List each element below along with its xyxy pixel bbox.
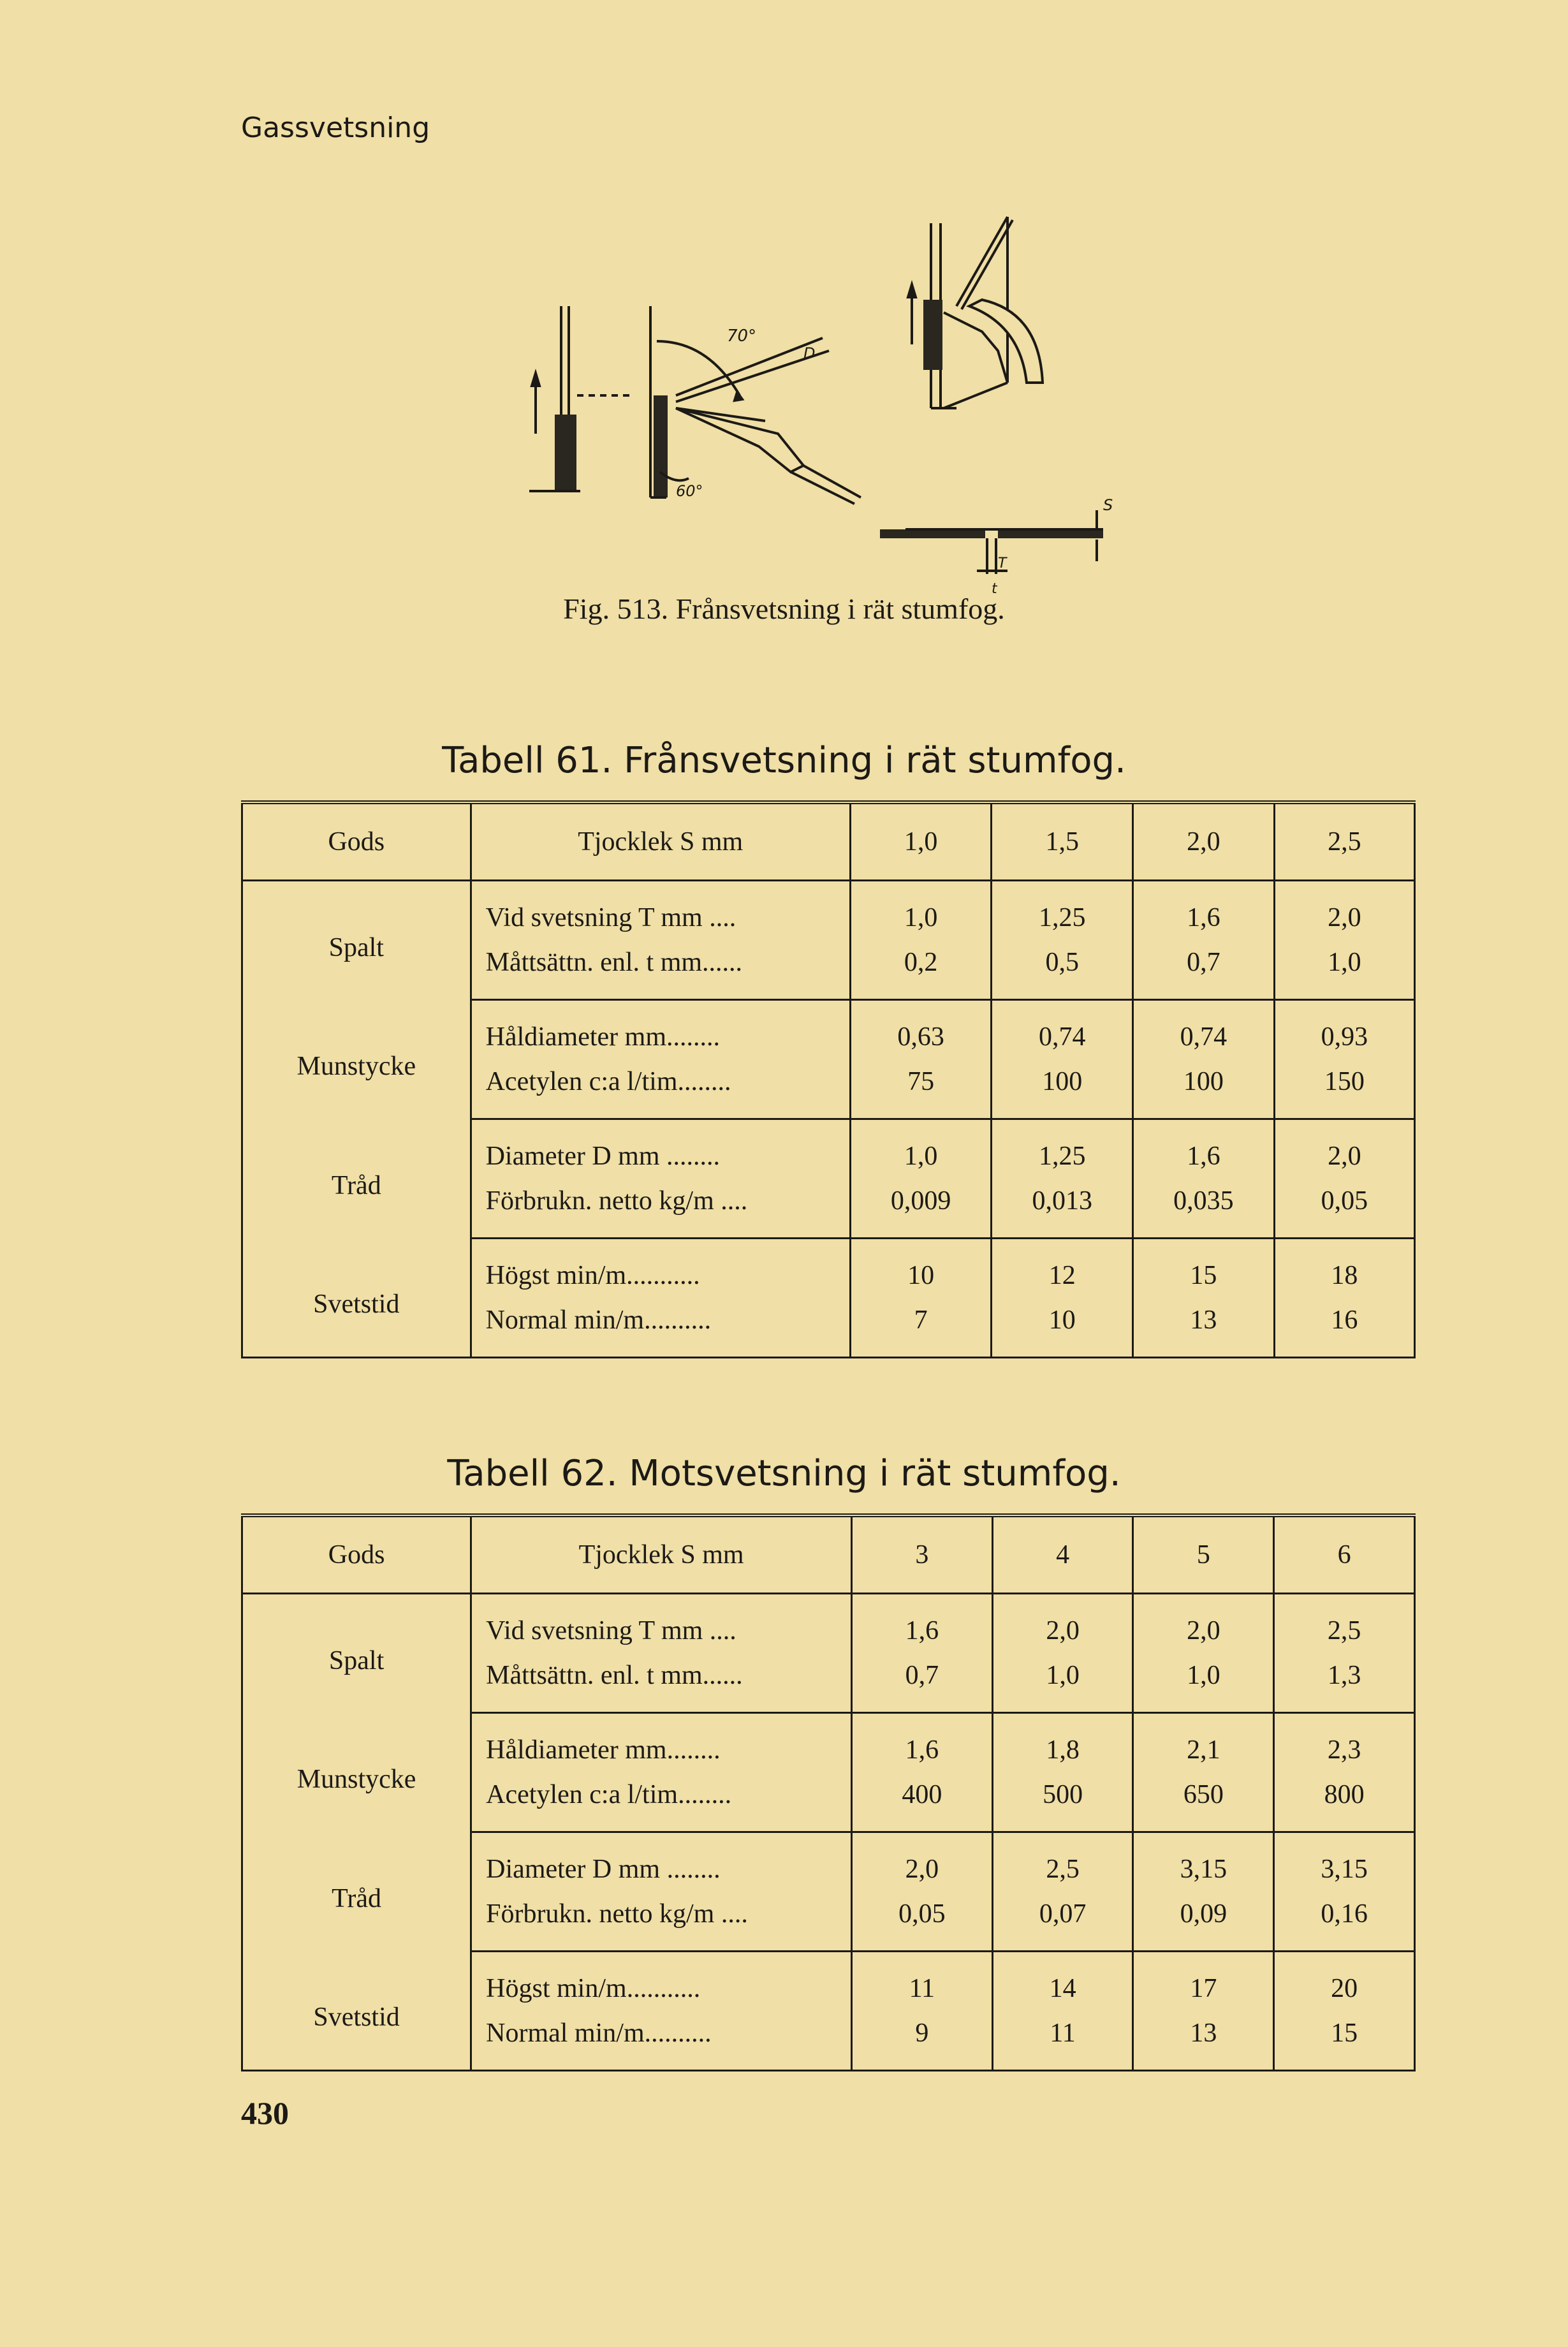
cell: 0,7: [1133, 940, 1275, 1000]
angle-60-label: 60°: [676, 482, 703, 500]
tjocklek-header: Tjocklek S mm: [471, 1515, 852, 1594]
cell: 500: [992, 1772, 1133, 1832]
cell: 7: [850, 1298, 992, 1358]
row-label: Måttsättn. enl. t mm......: [471, 1653, 852, 1713]
cell: 1,0: [992, 1653, 1133, 1713]
cell: 18: [1274, 1239, 1414, 1299]
group-label: Spalt: [242, 881, 471, 1000]
group-label: Munstycke: [242, 1713, 471, 1832]
row-label: Håldiameter mm........: [471, 1713, 852, 1773]
cell: 10: [850, 1239, 992, 1299]
cell: 15: [1274, 2011, 1415, 2071]
tjocklek-header: Tjocklek S mm: [471, 802, 850, 881]
cell: 2,0: [1274, 1119, 1414, 1179]
table-row: [242, 881, 1415, 941]
table-row: [242, 1832, 1415, 1892]
cell: 2,0: [992, 1594, 1133, 1654]
cell: 800: [1274, 1772, 1415, 1832]
col-header: 2,0: [1133, 802, 1275, 881]
group-label: Svetstid: [242, 1952, 471, 2071]
table-row: [242, 1000, 1415, 1060]
cell: 14: [992, 1952, 1133, 2012]
group-label: Munstycke: [242, 1000, 471, 1119]
cell: 0,16: [1274, 1892, 1415, 1952]
col-header: 4: [992, 1515, 1133, 1594]
table61: [241, 800, 1416, 1358]
cell: 20: [1274, 1952, 1415, 2012]
figure-caption: Fig. 513. Frånsvetsning i rät stumfog.: [563, 592, 1005, 625]
table-row: [242, 1952, 1415, 2012]
row-label: Diameter D mm ........: [471, 1832, 852, 1892]
row-label: Högst min/m...........: [471, 1239, 850, 1299]
cell: 1,0: [850, 1119, 992, 1179]
cell: 0,035: [1133, 1179, 1275, 1239]
cell: 15: [1133, 1239, 1275, 1299]
row-label: Normal min/m..........: [471, 2011, 852, 2071]
row-label: Normal min/m..........: [471, 1298, 850, 1358]
table-row: [242, 1239, 1415, 1299]
group-label: Svetstid: [242, 1239, 471, 1358]
cell: 1,8: [992, 1713, 1133, 1773]
t-lower-label: t: [992, 581, 997, 597]
row-label: Vid svetsning T mm ....: [471, 1594, 852, 1654]
cell: 0,05: [1274, 1179, 1414, 1239]
col-header: 2,5: [1274, 802, 1414, 881]
group-label: Spalt: [242, 1594, 471, 1713]
table62-title: Tabell 62. Motsvetsning i rät stumfog.: [447, 1453, 1121, 1494]
cell: 1,6: [1133, 881, 1275, 941]
cell: 0,93: [1274, 1000, 1414, 1060]
table-row: [242, 1594, 1415, 1654]
cell: 1,25: [992, 881, 1133, 941]
cell: 3,15: [1133, 1832, 1274, 1892]
table62: [241, 1513, 1416, 2071]
row-label: Acetylen c:a l/tim........: [471, 1059, 850, 1119]
cell: 10: [992, 1298, 1133, 1358]
cell: 2,0: [1274, 881, 1414, 941]
cell: 0,7: [851, 1653, 992, 1713]
cell: 9: [851, 2011, 992, 2071]
group-label: Tråd: [242, 1832, 471, 1952]
cell: 150: [1274, 1059, 1414, 1119]
cell: 0,74: [992, 1000, 1133, 1060]
row-label: Förbrukn. netto kg/m ....: [471, 1179, 850, 1239]
cell: 13: [1133, 2011, 1274, 2071]
table61-title: Tabell 61. Frånsvetsning i rät stumfog.: [442, 740, 1126, 781]
cell: 11: [851, 1952, 992, 2012]
cell: 1,25: [992, 1119, 1133, 1179]
cell: 2,0: [1133, 1594, 1274, 1654]
group-label: Tråd: [242, 1119, 471, 1239]
cell: 12: [992, 1239, 1133, 1299]
row-label: Håldiameter mm........: [471, 1000, 850, 1060]
cell: 13: [1133, 1298, 1275, 1358]
gods-header: Gods: [242, 1515, 471, 1594]
row-label: Vid svetsning T mm ....: [471, 881, 850, 941]
gods-header: Gods: [242, 802, 471, 881]
cell: 11: [992, 2011, 1133, 2071]
table-row: [242, 1713, 1415, 1773]
row-label: Diameter D mm ........: [471, 1119, 850, 1179]
cell: 100: [992, 1059, 1133, 1119]
col-header: 3: [851, 1515, 992, 1594]
cell: 1,0: [1133, 1653, 1274, 1713]
cell: 2,5: [1274, 1594, 1415, 1654]
cell: 2,0: [851, 1832, 992, 1892]
row-label: Högst min/m...........: [471, 1952, 852, 2012]
cell: 0,74: [1133, 1000, 1275, 1060]
col-header: 5: [1133, 1515, 1274, 1594]
cell: 0,07: [992, 1892, 1133, 1952]
cell: 0,013: [992, 1179, 1133, 1239]
cell: 1,0: [1274, 940, 1414, 1000]
page-number: 430: [241, 2095, 289, 2131]
row-label: Måttsättn. enl. t mm......: [471, 940, 850, 1000]
cell: 16: [1274, 1298, 1414, 1358]
cell: 1,6: [851, 1713, 992, 1773]
cell: 650: [1133, 1772, 1274, 1832]
cell: 1,6: [851, 1594, 992, 1654]
table-row: [242, 1119, 1415, 1179]
cell: 17: [1133, 1952, 1274, 2012]
cell: 2,3: [1274, 1713, 1415, 1773]
cell: 3,15: [1274, 1832, 1415, 1892]
cell: 1,3: [1274, 1653, 1415, 1713]
col-header: 1,0: [850, 802, 992, 881]
cell: 0,05: [851, 1892, 992, 1952]
cell: 0,63: [850, 1000, 992, 1060]
t-upper-label: T: [998, 555, 1007, 571]
cell: 0,09: [1133, 1892, 1274, 1952]
col-header: 6: [1274, 1515, 1415, 1594]
cell: 1,6: [1133, 1119, 1275, 1179]
cell: 400: [851, 1772, 992, 1832]
row-label: Acetylen c:a l/tim........: [471, 1772, 852, 1832]
running-header: Gassvetsning: [241, 112, 430, 144]
cell: 0,5: [992, 940, 1133, 1000]
cell: 0,009: [850, 1179, 992, 1239]
cell: 100: [1133, 1059, 1275, 1119]
col-header: 1,5: [992, 802, 1133, 881]
welding-figure: [523, 204, 1161, 600]
cell: 0,2: [850, 940, 992, 1000]
cell: 2,5: [992, 1832, 1133, 1892]
s-label: S: [1103, 496, 1113, 514]
cell: 1,0: [850, 881, 992, 941]
row-label: Förbrukn. netto kg/m ....: [471, 1892, 852, 1952]
d-label: D: [803, 344, 816, 362]
angle-70-label: 70°: [727, 327, 757, 346]
cell: 75: [850, 1059, 992, 1119]
cell: 2,1: [1133, 1713, 1274, 1773]
